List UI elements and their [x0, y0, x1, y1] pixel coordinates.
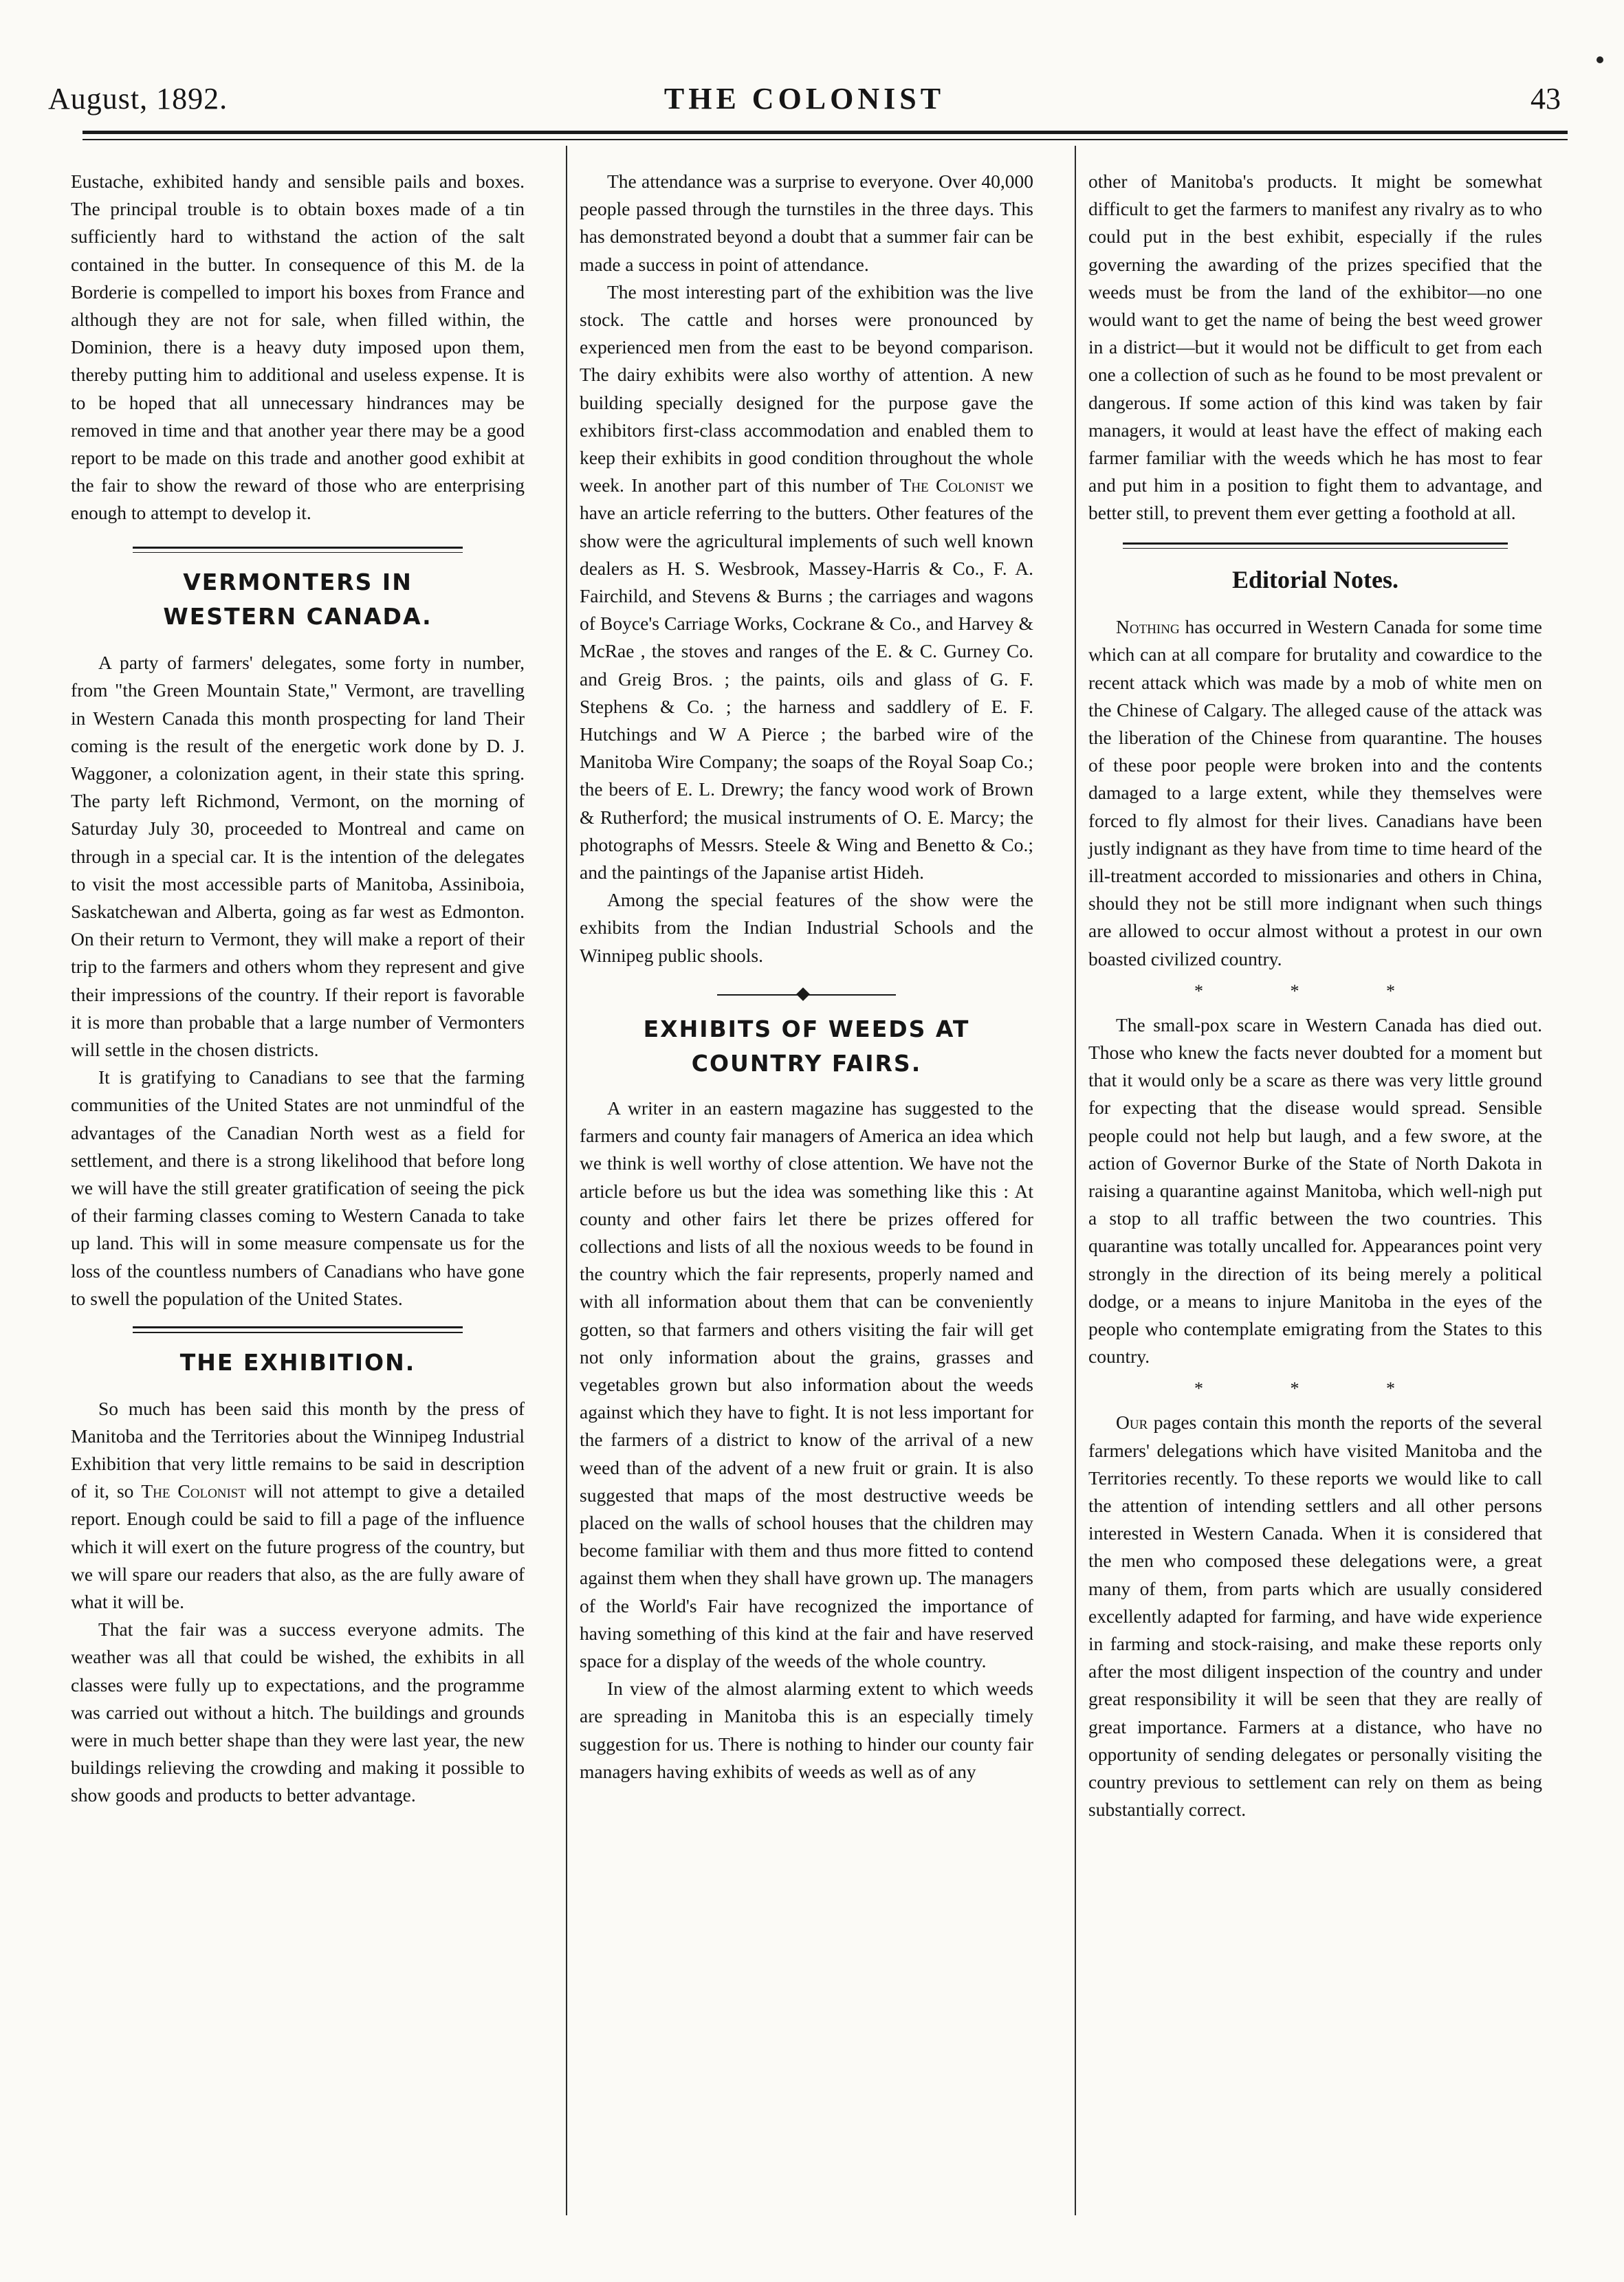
publication-title: THE COLONIST	[663, 82, 945, 116]
header-rule	[133, 547, 463, 549]
paragraph-special-features: Among the special features of the show were the exhibits from the Indian Industrial Schools and the Winnipeg public shools.	[580, 889, 1033, 966]
column-3	[1088, 168, 1542, 1823]
heading-editorial-notes: Editorial Notes.	[1232, 566, 1398, 594]
masthead-rule-thick	[83, 131, 1568, 134]
colonist-smallcaps: The Colonist	[899, 474, 1005, 496]
paragraph-manitoba-products: other of Manitoba's products. It might be somewhat difficult to get the farmers to manifest any rivalry as to who could put in the best exhibit, especially if the rules governing the awarding of the prizes specified that the weeds must be from the land of the exhibitor—no one would want to get the name of being the best weed grower in a district—but it would not be difficult to get from each one a collection of such as he found to be most prevalent or dangerous. If some action of this kind was taken by fair managers, it would at least have the effect of making each farmer familiar with the weeds which he has most to fear and put him in a position to fight them to advantage, and better still, to prevent them ever getting a foothold at all.	[1088, 171, 1542, 524]
text-span: we have an article referring to the butters. Other features of the show were the agricultural implements of such well known dealers as H. S. Wesbrook, Massey-Harris & Co., F. A. Fairchild, and Stevens & Burns ; the carriages and wagons of Boyce's Carriage Works, Cockrane & Co., and Harvey & McRae , the stoves and ranges of the E. & C. Gurney Co. and Greig Bros. ; the paints, oils and glass of G. F. Stephens & Co. ; the harness and saddlery of E. F. Hutchings and W A Pierce ; the barbed wire of the Manitoba Wire Company; the soaps of the Royal Soap Co.; the beers of E. L. Drewry; the fancy wood work of Brown & Rutherford; the musical instruments of O. E. Marcy; the photographs of Messrs. Steele & Wing and Benetto & Co.; and the paintings of the Japanise artist Hideh.	[580, 474, 1033, 884]
paragraph-alarming-extent: In view of the almost alarming extent to which weeds are spreading in Manitoba this is an especially timely suggestion for us. There is nothing to hinder our county fair managers having exhibits of weeds as well as of any	[580, 1678, 1033, 1782]
paragraph-so-much-said	[71, 1395, 525, 1616]
text-span: has occurred in Western Canada for some time which can at all compare for brutality and cowardice to the recent attack which was made by a mob of white men on the Chinese of Calgary. The alleged cause of the attack was the liberation of the Chinese from quarantine. The houses of these poor people were broken into and the contents damaged to a large extent, while they themselves were forced to fly almost for their lives. Canadians have been justly indignant as they have from time to time heard of the ill-treatment accorded to missionaries and others in China, should they not be still more indignant when such things are allowed to occur almost without a protest in our own boasted civilized country.	[1088, 616, 1542, 969]
paragraph-live-stock	[580, 278, 1033, 886]
header-rule-thin	[133, 552, 463, 553]
asterism-divider: * * *	[1194, 980, 1436, 1001]
text-span: pages contain this month the reports of the several farmers' delegations which have visited Manitoba and the Territories recently. To these reports we would like to call the attention of intending settlers and all other persons interested in Western Canada. When it is considered that the men who composed these delegations were, a great many of them, from parts which are usually considered excellently adapted for farming, and have wide experience in farming and stock-raising, and make these reports only after the most diligent inspection of the country and under great responsibility it will be seen that they are really of great importance. Farmers at a distance, who have no opportunity of sending delegates or personally visiting the country previous to settlement can rely on them as being substantially correct.	[1088, 1412, 1542, 1821]
header-rule-thin	[133, 1332, 463, 1333]
paragraph-vermont-party: A party of farmers' delegates, some forty in number, from "the Green Mountain State," Vermont, are travelling in Western Canada this month prospecting for land Their coming is the result of the energetic work done by D. J. Waggoner, a colonization agent, in their state this spring. The party left Richmond, Vermont, on the morning of Saturday July 30, proceeded to Montreal and came on through in a special car. It is the intention of the delegates to visit the most accessible parts of Manitoba, Assiniboia, Saskatchewan and Alberta, going as far west as Edmonton. On their return to Vermont, they will make a report of their trip to the farmers and others whom they represent and give their impressions of the country. If their report is favorable it is more than probable that a large number of Vermonters will settle in the chosen districts.	[71, 652, 525, 1060]
colonist-smallcaps: The Colonist	[141, 1480, 247, 1502]
page-number: 43	[1530, 82, 1561, 116]
header-rule	[1123, 542, 1508, 545]
lead-smallcaps: Nothing	[1116, 616, 1180, 638]
column-divider-1	[566, 146, 567, 2215]
heading-vermonters: VERMONTERS IN WESTERN CANADA.	[163, 569, 432, 630]
text-span: So much has been said this month by the press of Manitoba and the Territories about the Winnipeg Industrial Exhibition that very little remains to be said in description of it, so	[71, 1397, 525, 1502]
text-span: will not attempt to give a detailed report. Enough could be said to fill a page of the influence which it will exert on the future progress of the country, but we will spare our readers that also, as the are fully aware of what it will be.	[71, 1480, 525, 1612]
issue-date: August, 1892.	[48, 82, 228, 116]
paragraph-gratifying: It is gratifying to Canadians to see that the farming communities of the United States are not unmindful of the advantages of the Canadian North west as a field for settlement, and there is a strong likelihood that before long we will have the still greater gratification of seeing the pick of their farming classes coming to Western Canada to take up land. This will in some measure compensate us for the loss of the countless numbers of Canadians who have gone to swell the population of the United States.	[71, 1066, 525, 1309]
paragraph-butter-boxes: Eustache, exhibited handy and sensible pails and boxes. The principal trouble is to obtain boxes made of a tin sufficiently hard to withstand the action of the salt contained in the butter. In consequence of this M. de la Borderie is compelled to import his boxes from France and although they are not for sale, when filled within, the Dominion, there is a heavy duty imposed upon them, thereby putting him to additional and useless expense. It is to be hoped that all unnecessary hindrances may be removed in time and that another year there may be a good report to be made on this trade and another good exhibit at the fair to show the reward of those who are enterprising enough to attempt to develop it.	[71, 171, 525, 524]
column-divider-2	[1075, 146, 1076, 2215]
paragraph-small-pox: The small-pox scare in Western Canada has died out. Those who knew the facts never doubted for a moment but that it would only be a scare as there was very little ground for expecting that the disease would spread. Sensible people could not help but laugh, and a few swore, at the action of Governor Burke of the State of North Dakota in raising a quarantine against Manitoba, which well-nigh put a stop to all traffic between the two countries. This quarantine was totally uncalled for. Appearances point very strongly in the direction of its being merely a political dodge, or a means to injure Manitoba in the eyes of the people who contemplate emigrating from the States to this country.	[1088, 1013, 1542, 1368]
ink-dot	[1596, 56, 1603, 63]
ornament-diamond-icon	[796, 987, 810, 1001]
paragraph-delegation-reports	[1088, 1409, 1542, 1823]
column-1	[71, 168, 525, 1810]
paragraph-fair-success: That the fair was a success everyone admits. The weather was all that could be wished, the exhibits in all classes were fully up to expectations, and the programme was carried out without a hitch. The buildings and grounds were in much better shape than they were last year, the new buildings relieving the crowding and making it possible to show goods and products to better advantage.	[71, 1619, 525, 1806]
section-header-editorial	[1088, 542, 1542, 599]
section-header-vermonters	[71, 547, 525, 635]
paragraph-calgary-attack	[1088, 613, 1542, 973]
header-rule-thin	[1123, 548, 1508, 549]
header-rule	[133, 1326, 463, 1328]
paragraph-attendance: The attendance was a surprise to everyone. Over 40,000 people passed through the turnstiles in the three days. This has demonstrated beyond a doubt that a summer fair can be made a success in point of attendance.	[580, 171, 1033, 275]
column-2	[580, 168, 1033, 1786]
masthead-rule-thin	[83, 139, 1568, 140]
ornament-divider	[580, 987, 1033, 1002]
heading-exhibits-of-weeds: EXHIBITS OF WEEDS AT COUNTRY FAIRS.	[643, 1015, 970, 1077]
text-span: The most interesting part of the exhibition was the live stock. The cattle and horses were pronounced by experienced men from the east to be beyond comparison. The dairy exhibits were also worthy of attention. A new building specially designed for the purpose gave the exhibitors first-class accommodation and enabled them to keep their exhibits in good condition throughout the whole week. In another part of this number of	[580, 281, 1033, 496]
masthead	[48, 81, 1561, 122]
paragraph-writer-suggested: A writer in an eastern magazine has suggested to the farmers and county fair managers of America an idea which we think is well worthy of close attention. We have not the article before us but the idea was something like this : At county and other fairs let there be prizes offered for collections and lists of all the noxious weeds to be found in the country which the fair represents, properly named and with all information about them that can be conveniently gotten, so that farmers and others visiting the fair will get not only information about the grains, grasses and vegetables grown but also information about the weeds against which they have to fight. It is not less important for the farmers of a district to know of the arrival of a new weed than of the advent of a new fruit or grain. It is also suggested that maps of the most destructive weeds be placed on the walls of school houses that the children may become familiar with them and thus more fitted to contend against them when they shall have grown up. The managers of the World's Fair have recognized the importance of having something of this kind at the fair and have reserved space for a display of the weeds of the whole country.	[580, 1097, 1033, 1671]
heading-exhibition: THE EXHIBITION.	[179, 1348, 416, 1376]
lead-smallcaps: Our	[1116, 1412, 1148, 1434]
section-header-exhibition	[71, 1326, 525, 1380]
asterism-divider: * * *	[1194, 1379, 1436, 1399]
